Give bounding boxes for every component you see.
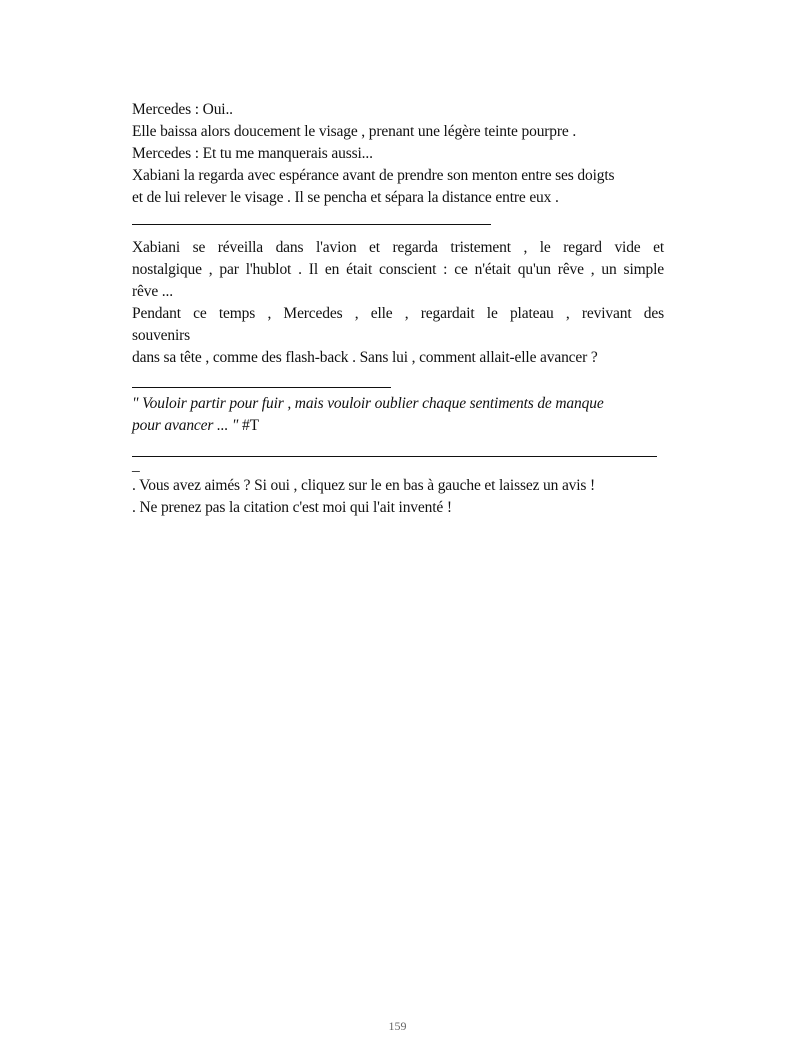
note-line: . Vous avez aimés ? Si oui , cliquez sur le en bas à gauche et laissez un avis ! bbox=[132, 477, 596, 494]
note-line: . Ne prenez pas la citation c'est moi qui l'ait inventé ! bbox=[132, 499, 452, 516]
text-line: Mercedes : Oui.. bbox=[132, 101, 233, 118]
section-divider bbox=[132, 224, 491, 225]
text-line: Xabiani la regarda avec espérance avant de prendre son menton entre ses doigts bbox=[132, 167, 615, 184]
author-quote bbox=[132, 393, 664, 437]
text-line: Elle baissa alors doucement le visage , prenant une légère teinte pourpre . bbox=[132, 123, 577, 140]
dialogue-block bbox=[132, 99, 664, 209]
text-line: dans sa tête , comme des flash-back . Sans lui , comment allait-elle avancer ? bbox=[132, 349, 598, 366]
text-line: et de lui relever le visage . Il se pencha et sépara la distance entre eux . bbox=[132, 189, 559, 206]
text-line: Mercedes : Et tu me manquerais aussi... bbox=[132, 145, 373, 162]
text-line: souvenirs bbox=[132, 327, 191, 344]
author-notes bbox=[132, 475, 664, 519]
text-line: nostalgique , par l'hublot . Il en était conscient : ce n'était qu'un rêve , un simple bbox=[132, 261, 664, 278]
quote-line: pour avancer ... " bbox=[132, 417, 239, 434]
section-divider bbox=[132, 387, 391, 388]
quote-signature: #T bbox=[238, 417, 259, 434]
quote-line: " Vouloir partir pour fuir , mais vouloir oublier chaque sentiments de manque bbox=[132, 395, 604, 412]
page-number: 159 bbox=[388, 1019, 407, 1033]
narrative-block bbox=[132, 237, 664, 369]
text-line: Xabiani se réveilla dans l'avion et regarda tristement , le regard vide et bbox=[132, 239, 664, 256]
underscore-stub: _ bbox=[132, 457, 140, 474]
document-page bbox=[132, 99, 664, 519]
text-line: Pendant ce temps , Mercedes , elle , regardait le plateau , revivant des bbox=[132, 305, 664, 322]
text-line: rêve ... bbox=[132, 283, 173, 300]
